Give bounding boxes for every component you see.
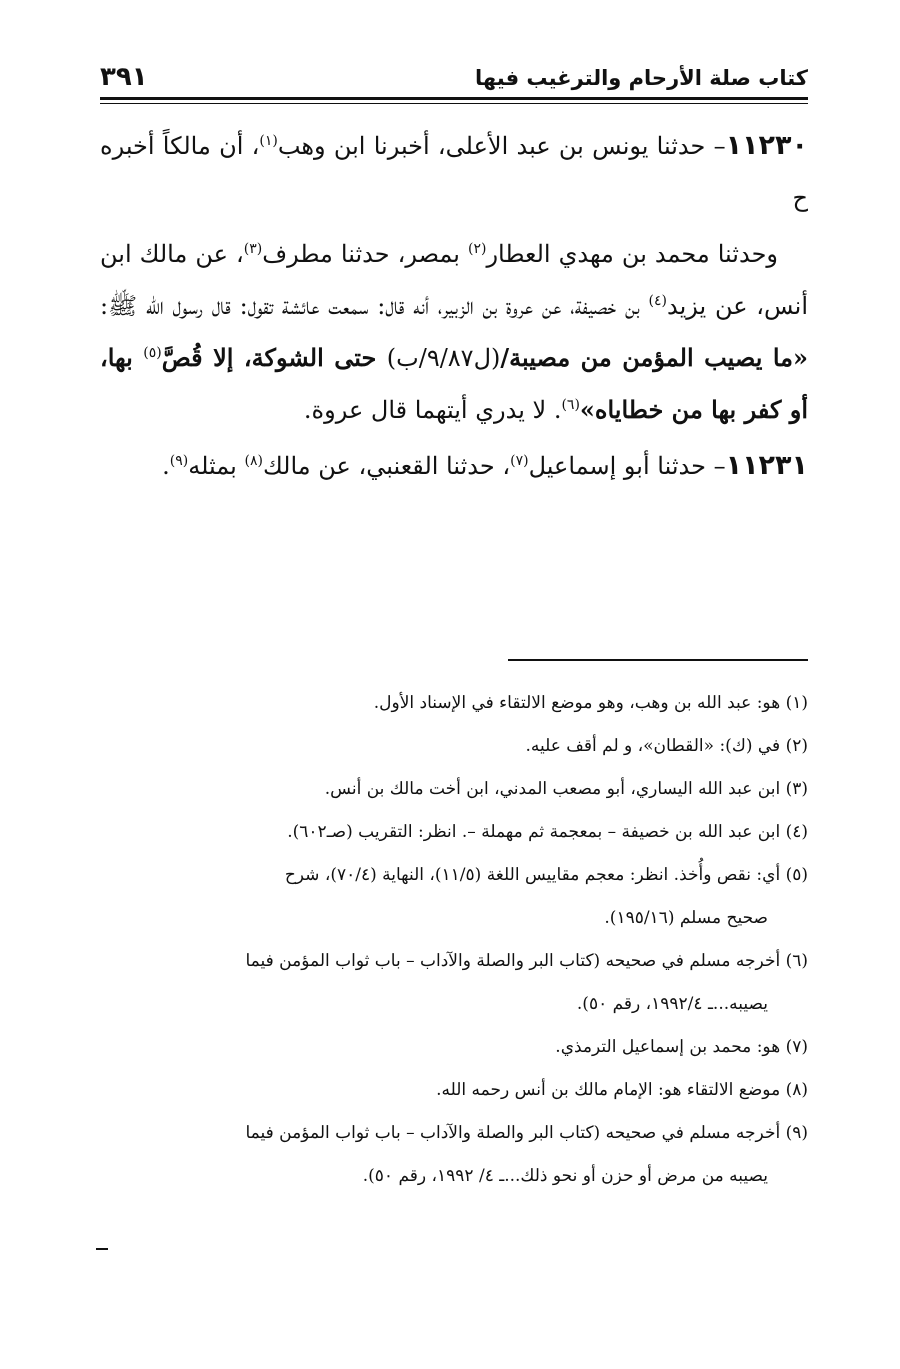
hadith-number: ١١٢٣٠ — [725, 130, 808, 161]
manuscript-ref: (ل٩/٨٧/ب) — [386, 344, 501, 372]
footnote-ref: (١) — [259, 133, 278, 149]
footnote-text: هو: محمد بن إسماعيل الترمذي. — [555, 1037, 781, 1057]
text-segment: بمثله — [188, 452, 245, 480]
footnote-text: أي: نقص وأُخذ. انظر: معجم مقاييس اللغة (١١/٥)، النهاية (٧٠/٤)، شرح — [284, 865, 781, 885]
footnote-4 — [100, 811, 808, 854]
header-rule-thin — [100, 103, 808, 104]
page-number: ٣٩١ — [100, 62, 148, 92]
footnote-ref: (٢) — [467, 241, 487, 257]
text-segment: – حدثنا أبو إسماعيل — [528, 452, 726, 480]
hadith-number: ١١٢٣١ — [725, 450, 808, 481]
footnote-5 — [100, 854, 808, 940]
footnote-1 — [100, 682, 808, 725]
hadith-11230 — [100, 120, 808, 224]
footnote-number: (٤) — [785, 822, 808, 842]
text-segment: بن خصيفة، عن عروة بن الزبير، أنه قال: سمعت عائشة تقول: قال رسول الله ﷺ: — [100, 292, 649, 320]
footnote-ref: (٣) — [243, 241, 263, 257]
footnote-ref: (٦) — [561, 397, 580, 413]
hadith-matn: «ما يصيب المؤمن من مصيبة/ — [500, 343, 809, 372]
text-segment: ، أن مالكاً أخبره ح — [100, 132, 808, 212]
main-text — [100, 120, 808, 492]
footnote-number: (٧) — [785, 1037, 808, 1057]
footnote-number: (٩) — [785, 1123, 808, 1143]
footnote-number: (٥) — [785, 865, 808, 885]
footnote-9 — [100, 1112, 808, 1198]
footnote-text: في (ك): «القطان»، و لم أقف عليه. — [525, 736, 781, 756]
text-segment: بمصر، حدثنا مطرف — [262, 240, 468, 268]
running-header — [100, 62, 808, 98]
footnote-number: (١) — [785, 693, 808, 713]
footnote-continuation: صحيح مسلم (١٩٥/١٦). — [604, 908, 768, 928]
text-segment: . لا يدري أيتهما قال عروة. — [303, 396, 562, 424]
footnote-7 — [100, 1026, 808, 1069]
text-segment: . — [162, 452, 170, 480]
footnote-8 — [100, 1069, 808, 1112]
footnote-continuation: يصيبه من مرض أو حزن أو نحو ذلك...ـ ٤/ ١٩٩٢، رقم ٥٠). — [362, 1166, 768, 1186]
footnote-number: (٢) — [785, 736, 808, 756]
footnote-text: أخرجه مسلم في صحيحه (كتاب البر والصلة والآداب – باب ثواب المؤمن فيما — [245, 1123, 781, 1143]
hadith-matn: حتى الشوكة، إلا قُصَّ — [161, 343, 387, 372]
footnote-text: أخرجه مسلم في صحيحه (كتاب البر والصلة والآداب – باب ثواب المؤمن فيما — [245, 951, 781, 971]
footnote-6 — [100, 940, 808, 1026]
page-end-mark — [96, 1248, 108, 1250]
header-title: كتاب صلة الأرحام والترغيب فيها — [475, 66, 808, 90]
footnote-number: (٦) — [785, 951, 808, 971]
footnote-ref: (٩) — [169, 453, 189, 469]
text-segment: وحدثنا محمد بن مهدي العطار — [486, 240, 779, 268]
footnote-text: هو: عبد الله بن وهب، وهو موضع الالتقاء في الإسناد الأول. — [373, 693, 781, 713]
footnote-text: ابن عبد الله بن خصيفة – بمعجمة ثم مهملة –. انظر: التقريب (صـ٦٠٢). — [287, 822, 781, 842]
text-segment: ، عن مالك ابن أنس، عن يزيد — [100, 240, 808, 320]
hadith-11230-isnad — [100, 228, 808, 436]
footnote-separator — [508, 659, 808, 661]
footnote-ref: (٤) — [648, 293, 667, 309]
footnotes — [100, 682, 808, 1198]
footnote-3 — [100, 768, 808, 811]
footnote-text: موضع الالتقاء هو: الإمام مالك بن أنس رحمه الله. — [436, 1080, 781, 1100]
footnote-ref: (٥) — [143, 345, 162, 361]
footnote-2 — [100, 725, 808, 768]
footnote-number: (٨) — [785, 1080, 808, 1100]
footnote-ref: (٧) — [510, 453, 529, 469]
footnote-text: ابن عبد الله اليساري، أبو مصعب المدني، ابن أخت مالك بن أنس. — [324, 779, 781, 799]
footnote-number: (٣) — [785, 779, 808, 799]
header-rule-thick — [100, 97, 808, 100]
hadith-11231 — [100, 440, 808, 492]
text-segment: ، حدثنا القعنبي، عن مالك — [262, 452, 511, 480]
footnote-ref: (٨) — [244, 453, 263, 469]
hadith-matn: بها، أو كفر بها من خطاياه» — [100, 343, 808, 424]
footnote-continuation: يصيبه...ـ ١٩٩٢/٤، رقم ٥٠). — [576, 994, 768, 1014]
text-segment: – حدثنا يونس بن عبد الأعلى، أخبرنا ابن وهب — [277, 132, 726, 160]
